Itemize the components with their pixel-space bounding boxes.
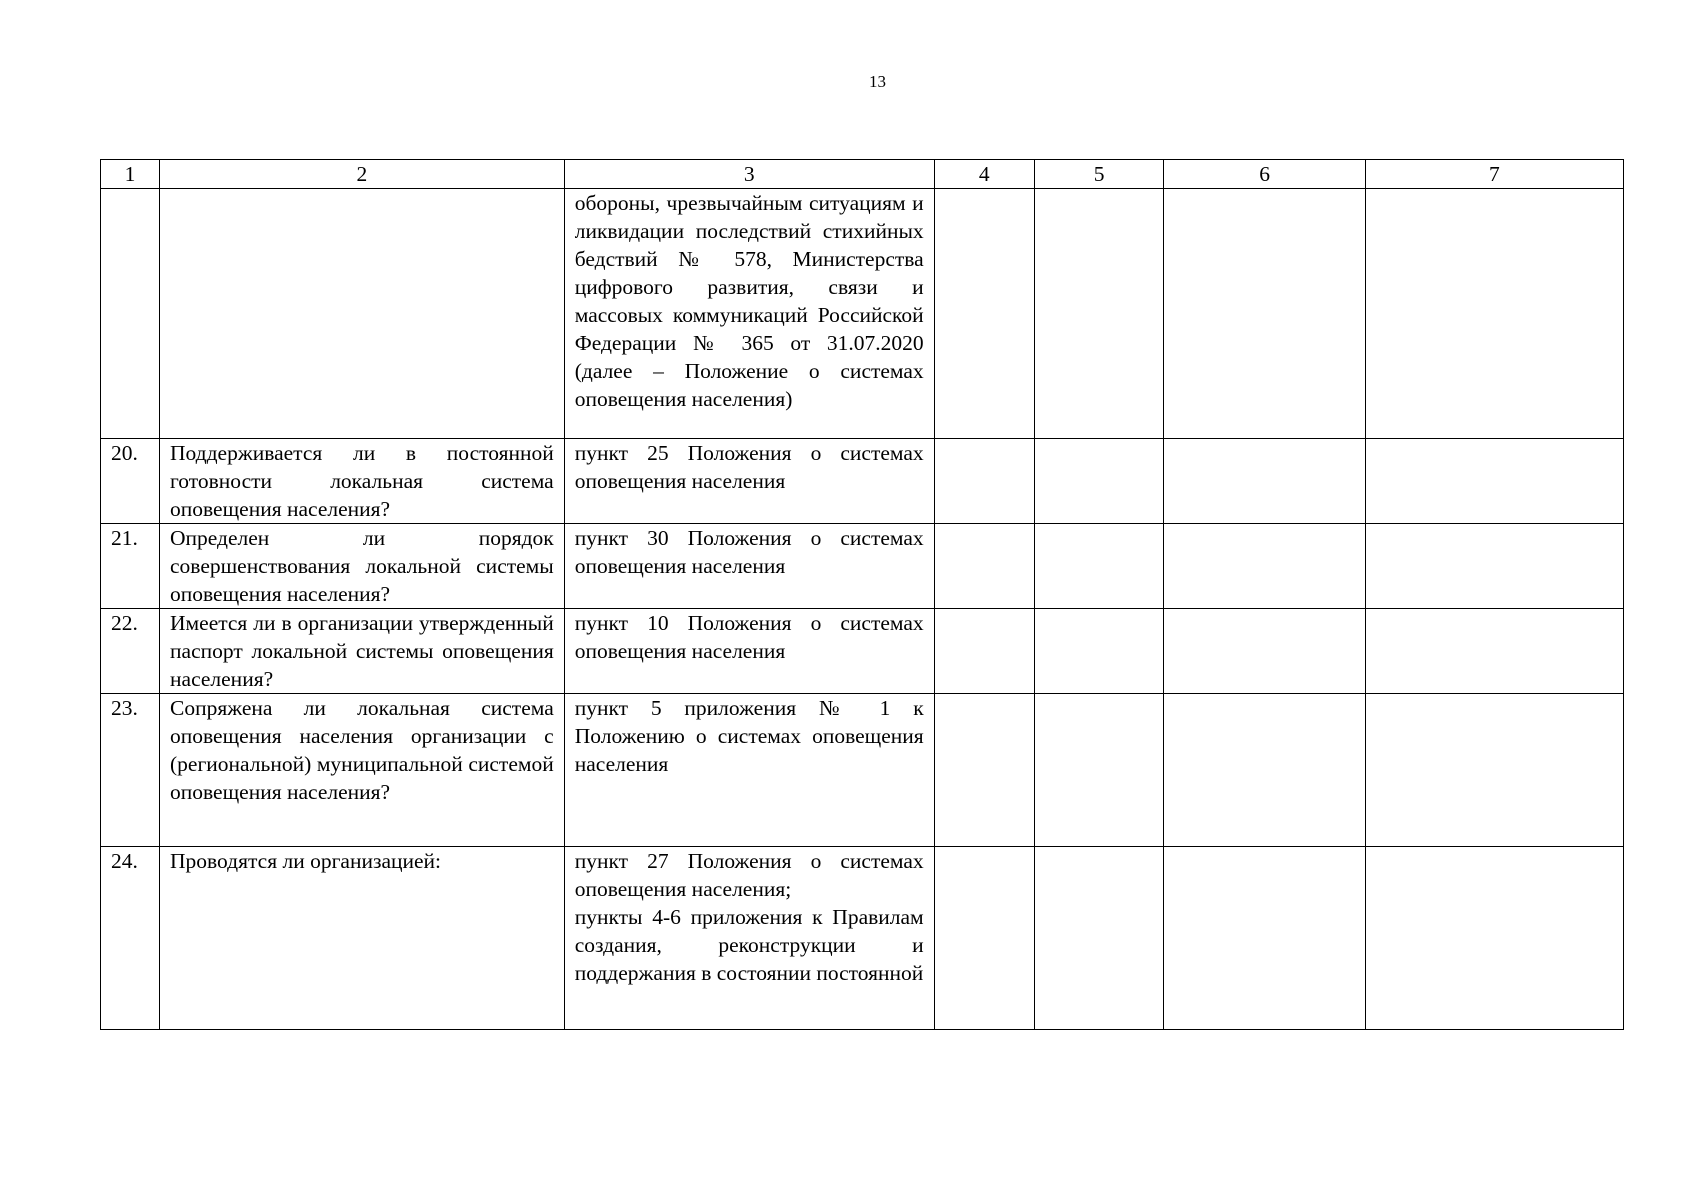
row-number-cell: 20. (101, 439, 160, 524)
reference-text: обороны, чрезвычайным ситуациям и ликвидации последствий стихийных бедствий № 578, Министерства цифрового развития, связи и массовых коммуникаций Российской Федерации № 365 от 31.07.2020 (далее – Положение о системах оповещения населения) (574, 191, 924, 411)
empty-cell (934, 609, 1034, 694)
table-row (101, 847, 1624, 1030)
empty-cell (1164, 189, 1365, 439)
empty-cell (1034, 847, 1164, 1030)
empty-cell (1164, 524, 1365, 609)
header-row (101, 160, 1624, 189)
reference-text: пункт 27 Положения о системах оповещения населения; (574, 849, 924, 901)
question-cell: Проводятся ли организацией: (160, 847, 565, 1030)
reference-text: пункт 5 приложения № 1 к Положению о системах оповещения населения (574, 696, 924, 776)
empty-cell (1164, 609, 1365, 694)
column-header-1: 1 (101, 160, 160, 189)
reference-cell (564, 609, 934, 694)
empty-cell (1034, 609, 1164, 694)
reference-cell (564, 439, 934, 524)
reference-cell (564, 524, 934, 609)
empty-cell (1034, 189, 1164, 439)
question-cell: Имеется ли в организации утвержденный паспорт локальной системы оповещения населения? (160, 609, 565, 694)
reference-text: пункт 25 Положения о системах оповещения населения (574, 441, 924, 493)
empty-cell (934, 847, 1034, 1030)
empty-cell (1365, 439, 1623, 524)
empty-cell (1034, 524, 1164, 609)
empty-cell (1365, 694, 1623, 847)
empty-cell (1164, 694, 1365, 847)
page-number: 13 (869, 72, 886, 91)
reference-text: пункт 10 Положения о системах оповещения населения (574, 611, 924, 663)
row-number-cell: 21. (101, 524, 160, 609)
question-cell (160, 189, 565, 439)
row-number-cell (101, 189, 160, 439)
reference-cell (564, 694, 934, 847)
table-row (101, 524, 1624, 609)
table-row (101, 439, 1624, 524)
empty-cell (1365, 189, 1623, 439)
empty-cell (1164, 847, 1365, 1030)
question-cell: Определен ли порядок совершенствования локальной системы оповещения населения? (160, 524, 565, 609)
empty-cell (1365, 524, 1623, 609)
row-number-cell: 24. (101, 847, 160, 1030)
reference-cell (564, 847, 934, 1030)
column-header-2: 2 (160, 160, 565, 189)
empty-cell (934, 189, 1034, 439)
empty-cell (1365, 847, 1623, 1030)
table-row (101, 609, 1624, 694)
empty-cell (934, 694, 1034, 847)
column-header-3: 3 (564, 160, 934, 189)
reference-text: пункт 30 Положения о системах оповещения населения (574, 526, 924, 578)
reference-cell (564, 189, 934, 439)
checklist-table (100, 159, 1624, 1030)
empty-cell (1034, 694, 1164, 847)
question-cell: Сопряжена ли локальная система оповещения населения организации с (региональной) муниципальной системой оповещения населения? (160, 694, 565, 847)
empty-cell (934, 524, 1034, 609)
table-row (101, 694, 1624, 847)
empty-cell (1365, 609, 1623, 694)
empty-cell (1034, 439, 1164, 524)
column-header-6: 6 (1164, 160, 1365, 189)
row-number-cell: 22. (101, 609, 160, 694)
column-header-4: 4 (934, 160, 1034, 189)
row-number-cell: 23. (101, 694, 160, 847)
empty-cell (934, 439, 1034, 524)
reference-text: пункты 4-6 приложения к Правилам создания, реконструкции и поддержания в состоянии постоянной (574, 905, 924, 985)
empty-cell (1164, 439, 1365, 524)
question-cell: Поддерживается ли в постоянной готовности локальная система оповещения населения? (160, 439, 565, 524)
column-header-7: 7 (1365, 160, 1623, 189)
table-row (101, 189, 1624, 439)
column-header-5: 5 (1034, 160, 1164, 189)
